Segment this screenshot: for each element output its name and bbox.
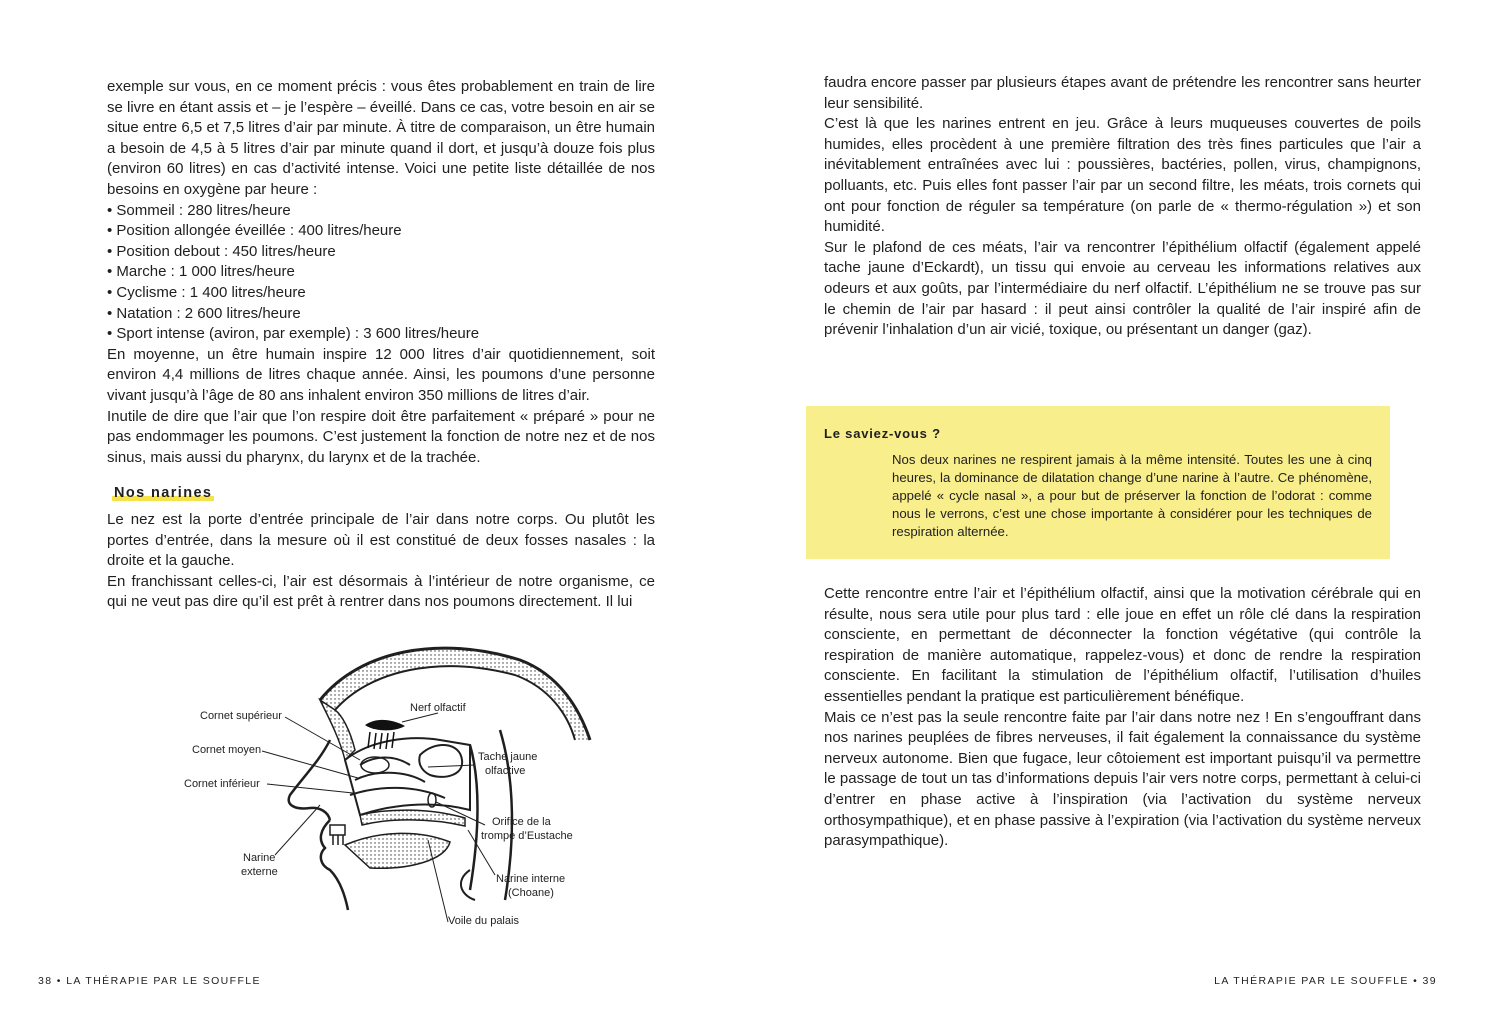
paragraph: Cette rencontre entre l’air et l’épithélium olfactif, ainsi que la motivation cérébrale qui en résulte, nous sera utile pour plus tard : elle joue en effet un rôle clé dans la respiration consciente, en permettant de déconnecter la fonction végétative (qui contrôle la respiration de manière automatique, rappelez-vous) et donc de rendre la respiration consciente. En facilitant la stimulation de l’épithélium olfactif, l’utilisation d’huiles essentielles pendant la pratique est particulièrement bénéfique. (824, 585, 1421, 705)
label-narine-externe-2: externe (241, 866, 278, 878)
sphenoid-sinus (419, 745, 462, 777)
list-item: • Position allongée éveillée : 400 litres/heure (107, 221, 655, 242)
section-heading: Nos narines (114, 485, 213, 501)
bone-band (320, 648, 590, 740)
paragraph: faudra encore passer par plusieurs étapes avant de prétendre les rencontrer sans heurter leur sensibilité. (824, 74, 1421, 112)
label-cornet-inferieur: Cornet inférieur (184, 778, 260, 790)
leader-line (267, 784, 353, 793)
label-voile-palais: Voile du palais (448, 915, 519, 927)
teeth-upper (330, 825, 345, 845)
paragraph: En moyenne, un être humain inspire 12 000 litres d’air quotidiennement, soit environ 4,4 millions de litres chaque année. Ainsi, les poumons d’une personne vivant jusqu’à l’âge de 80 ans inhalent environ 350 millions de litres d’air. (107, 345, 655, 404)
label-orifice-1: Orifice de la (492, 816, 551, 828)
paragraph: En franchissant celles-ci, l’air est désormais à l’intérieur de notre organisme, ce qui ne veut pas dire qu’il est prêt à rentrer dans nos poumons directement. Il lui (107, 572, 655, 611)
right-body-bottom (824, 584, 1421, 852)
label-nerf-olfactif: Nerf olfactif (410, 702, 466, 714)
lip (321, 820, 348, 910)
list-item: • Sommeil : 280 litres/heure (107, 201, 655, 222)
label-tache-jaune-2: olfactive (485, 765, 526, 777)
label-tache-jaune-1: Tache jaune (478, 751, 538, 763)
paragraph: C’est là que les narines entrent en jeu. Grâce à leurs muqueuses couvertes de poils humides, elles procèdent à une première filtration des très fines particules que l’air a inévitablement entraînées avec lui : poussières, bactéries, pollen, virus, champignons, polluants, etc. Puis elles font passer l’air par un second filtre, les méats, trois cornets qui ont pour fonction de réguler sa température (on parle de « thermo-régulation ») et son humidité. (824, 115, 1421, 236)
right-page (750, 0, 1500, 1032)
callout-body: Nos deux narines ne respirent jamais à la même intensité. Toutes les une à cinq heures, la dominance de dilatation change d’une narine à l’autre. Ce phénomène, appelé « cycle nasal », a pour but de préserver la fonction de l’odorat : comme nous le verrons, c’est une chose importante à considérer pour les techniques de respiration alternée. (892, 452, 1372, 539)
label-narine-interne-2: (Choane) (508, 887, 554, 899)
paragraph: Le nez est la porte d’entrée principale de l’air dans notre corps. Ou plutôt les portes d’entrée, dans la mesure où il est constitué de deux fosses nasales : la droite et la gauche. (107, 511, 655, 570)
did-you-know-callout (806, 406, 1390, 559)
left-body-bottom (107, 510, 655, 613)
label-orifice-2: trompe d’Eustache (481, 830, 573, 842)
paragraph: exemple sur vous, en ce moment précis : vous êtes probablement en train de lire se livre en étant assis et – je l’espère – éveillé. Dans ce cas, votre besoin en air se situe entre 6,5 et 7,5 litres d’air par minute. À titre de comparaison, un être humain a besoin de 4,5 à 5 litres d’air par minute quand il dort, et jusqu’à douze fois plus (environ 60 litres) en cas d’activité intense. Voici une petite liste détaillée de nos besoins en oxygène par heure : (107, 78, 655, 198)
label-cornet-moyen: Cornet moyen (192, 744, 262, 756)
list-item: • Natation : 2 600 litres/heure (107, 304, 655, 325)
nose-profile (289, 740, 330, 820)
left-body-top (107, 77, 655, 468)
paragraph: Mais ce n’est pas la seule rencontre faite par l’air dans notre nez ! En s’engouffrant dans nos narines peuplées de fibres nerveuses, il fait également la connaissance du système nerveux autonome. Bien que fugace, leur côtoiement est important puisqu’il va permettre le passage de tout un tas d’informations depuis l’air vers notre corps, permettant à celui-ci d’entrer en phase active à l’inspiration (via l’activation du système nerveux orthosympathique), et en phase passive à l’expiration (via l’activation du système nerveux parasympathique). (824, 708, 1421, 850)
right-body-top (824, 73, 1421, 341)
page-footer-left: 38 • LA THÉRAPIE PAR LE SOUFFLE (38, 975, 261, 987)
paragraph: Sur le plafond de ces méats, l’air va rencontrer l’épithélium olfactif (également appelé tache jaune d’Eckardt), un tissu qui envoie au cerveau les informations relatives aux odeurs et aux goûts, par l’intermédiaire du nerf olfactif. L’épithélium ne se trouve pas sur le chemin de l’air par hasard : il peut ainsi contrôler la qualité de l’air inspiré afin de prévenir l’inhalation d’un air vicié, toxique, ou présentant un danger (gaz). (824, 238, 1421, 339)
leader-line (402, 713, 438, 722)
tongue (345, 833, 450, 868)
label-narine-interne-1: Narine interne (496, 873, 566, 885)
list-item: • Marche : 1 000 litres/heure (107, 262, 655, 283)
page-footer-right: LA THÉRAPIE PAR LE SOUFFLE • 39 (1214, 975, 1437, 987)
olfactory-nerve (365, 720, 405, 731)
nasal-anatomy-diagram (170, 630, 600, 930)
paragraph: Inutile de dire que l’air que l’on respire doit être parfaitement « préparé » pour ne pas endommager les poumons. C’est justement la fonction de notre nez et de nos sinus, mais aussi du pharynx, du larynx et de la trachée. (107, 407, 655, 466)
turbinate-middle (355, 773, 425, 782)
list-item: • Sport intense (aviron, par exemple) : 3 600 litres/heure (107, 324, 655, 345)
palate (360, 810, 465, 826)
label-narine-externe-1: Narine (243, 852, 276, 864)
nasal-anatomy-svg (170, 630, 600, 930)
pharynx (470, 745, 478, 890)
leader-line (275, 805, 320, 855)
leader-line (428, 765, 475, 767)
callout-title: Le saviez-vous ? (824, 426, 941, 441)
list-item: • Cyclisme : 1 400 litres/heure (107, 283, 655, 304)
label-cornet-superieur: Cornet supérieur (200, 710, 282, 722)
nasal-bone (320, 700, 355, 760)
list-item: • Position debout : 450 litres/heure (107, 242, 655, 263)
oxygen-needs-list (107, 201, 655, 345)
